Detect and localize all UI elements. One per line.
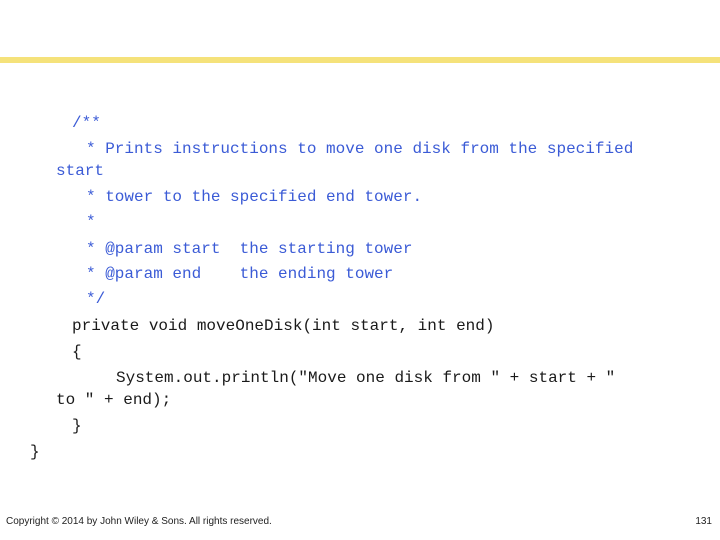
page-number: 131 [695, 516, 712, 527]
code-line: start [56, 162, 105, 180]
code-line: * @param start the starting tower [86, 240, 413, 258]
code-line: */ [86, 290, 106, 308]
code-line: } [30, 443, 40, 461]
code-line: to " + end); [56, 391, 172, 409]
code-line: System.out.println("Move one disk from " + start + " [116, 369, 616, 387]
code-line: } [72, 417, 82, 435]
footer-copyright: Copyright © 2014 by John Wiley & Sons. All rights reserved. [6, 516, 272, 527]
code-line: private void moveOneDisk(int start, int end) [72, 317, 495, 335]
code-line: * tower to the specified end tower. [86, 188, 423, 206]
code-line: { [72, 343, 82, 361]
code-line: * Prints instructions to move one disk from the specified [86, 140, 634, 158]
code-line: * @param end the ending tower [86, 265, 394, 283]
code-line: * [86, 213, 96, 231]
code-line: /** [72, 114, 101, 132]
header-accent-bar [0, 57, 720, 63]
